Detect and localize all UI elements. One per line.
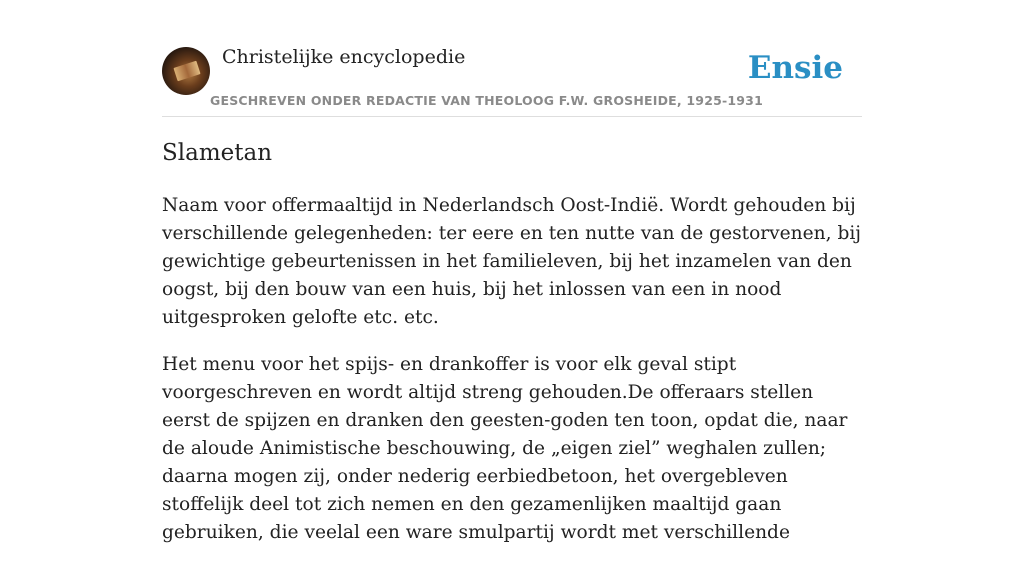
book-icon: [173, 61, 200, 82]
article-body: [162, 192, 862, 566]
site-subtitle: GESCHREVEN ONDER REDACTIE VAN THEOLOOG F.W. GROSHEIDE, 1925-1931: [210, 93, 763, 108]
article-paragraph: Naam voor offermaaltijd in Nederlandsch Oost-Indië. Wordt gehouden bij verschillende gelegenheden: ter eere en ten nutte van de gestorvenen, bij gewichtige gebeurtenissen in het familieleven, bij het inzamelen van den oogst, bij den bouw van een huis, bij het inlossen van een in nood uitgesproken gelofte etc. etc.: [162, 195, 862, 328]
encyclopedia-avatar[interactable]: [162, 47, 210, 95]
article-title: Slametan: [162, 140, 273, 166]
page: [162, 0, 862, 543]
article-paragraph: Het menu voor het spijs- en drankoffer is voor elk geval stipt voorgeschreven en wordt altijd streng gehouden.De offeraars stellen eerst de spijzen en dranken den geesten-goden ten toon, opdat die, naar de aloude Animistische beschouwing, de „eigen ziel” weghalen zullen; daarna mogen zij, onder nederig eerbiedbetoon, het overgebleven stoffelijk deel tot zich nemen en den gezamenlijken maaltijd gaan gebruiken, die veelal een ware smulpartij wordt met verschillende: [162, 354, 848, 543]
site-name[interactable]: Christelijke encyclopedie: [222, 46, 466, 68]
brand-logo[interactable]: Ensie: [747, 50, 843, 86]
header: [162, 0, 862, 117]
